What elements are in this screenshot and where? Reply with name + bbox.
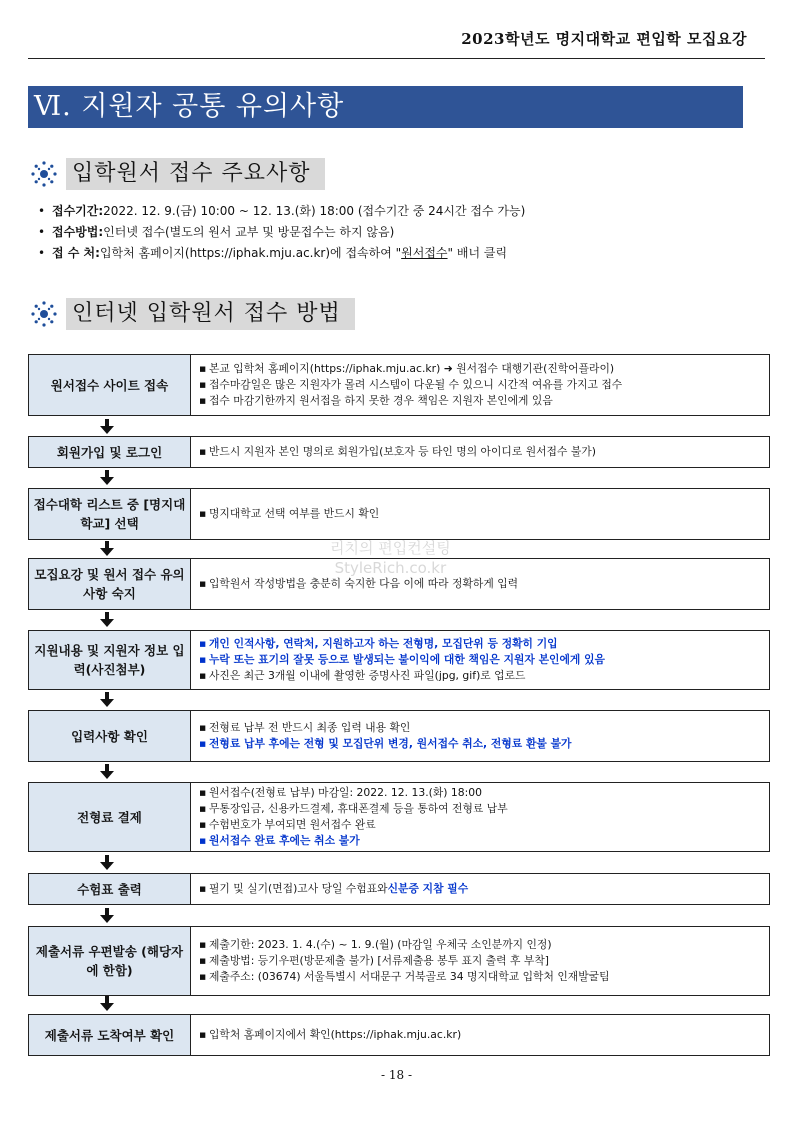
application-summary-list	[38, 201, 525, 264]
list-item: ▪ 수험번호가 부여되면 원서접수 완료	[199, 818, 376, 831]
step-label: 접수대학 리스트 중 [명지대학교] 선택	[29, 489, 191, 539]
list-item: ▪ 입학처 홈페이지에서 확인(https://iphak.mju.ac.kr)	[199, 1028, 462, 1041]
list-item: ▪ 원서접수(전형료 납부) 마감일: 2022. 12. 13.(화) 18:00	[199, 786, 483, 799]
document-header-title: 2023학년도 명지대학교 편입학 모집요강	[461, 30, 747, 48]
list-item: ▪ 개인 인적사항, 연락처, 지원하고자 하는 전형명, 모집단위 등 정확히 기입	[199, 637, 558, 650]
section-heading-2-label: 인터넷 입학원서 접수 방법	[66, 298, 355, 330]
step-label: 모집요강 및 원서 접수 유의사항 숙지	[29, 559, 191, 609]
list-item: • 접수기간: 2022. 12. 9.(금) 10:00 ~ 12. 13.(화) 18:00 (접수기간 중 24시간 접수 가능)	[38, 201, 525, 222]
list-item: ▪ 전형료 납부 전 반드시 최종 입력 내용 확인	[199, 721, 411, 734]
step-site-access	[28, 354, 770, 416]
list-item: ▪ 원서접수 완료 후에는 취소 불가	[199, 834, 360, 847]
arrow-down-icon	[98, 996, 116, 1012]
bullet-label: 접수방법:	[52, 225, 104, 239]
list-item: ▪ 접수 마감기한까지 원서접을 하지 못한 경우 책임은 지원자 본인에게 있음	[199, 394, 553, 407]
section-heading-1	[28, 158, 325, 190]
list-item: ▪ 접수마감일은 많은 지원자가 몰려 시스템이 다운될 수 있으니 시간적 여유를 가지고 접수	[199, 378, 623, 391]
step-verify-arrival	[28, 1014, 770, 1056]
list-item: ▪ 필기 및 실기(면접)고사 당일 수험표와 신분증 지참 필수	[199, 882, 469, 895]
bullet-text: 입학처 홈페이지(https://iphak.mju.ac.kr)에 접속하여 "	[99, 246, 402, 260]
section-heading-1-label: 입학원서 접수 주요사항	[66, 158, 325, 190]
step-signup-login	[28, 436, 770, 468]
step-label: 수험표 출력	[29, 874, 191, 904]
step-print-ticket	[28, 873, 770, 905]
step-label: 제출서류 우편발송 (해당자에 한함)	[29, 927, 191, 995]
list-item: ▪ 제출주소: (03674) 서울특별시 서대문구 거북골로 34 명지대학교 입학처 인재발굴팀	[199, 970, 610, 983]
list-item: ▪ 본교 입학처 홈페이지(https://iphak.mju.ac.kr) ➜ 원서접수 대행기관(진학어플라이)	[199, 362, 615, 375]
step-label: 전형료 결제	[29, 783, 191, 851]
university-emblem-icon	[28, 298, 60, 330]
watermark-line-1: 리치의 편입컨설팅	[330, 539, 451, 557]
arrow-down-icon	[98, 692, 116, 708]
list-item: ▪ 반드시 지원자 본인 명의로 회원가입(보호자 등 타인 명의 아이디로 원서접수 불가)	[199, 445, 596, 458]
list-item: ▪ 입학원서 작성방법을 충분히 숙지한 다음 이에 따라 정확하게 입력	[199, 577, 519, 590]
step-label: 입력사항 확인	[29, 711, 191, 761]
arrow-down-icon	[98, 855, 116, 871]
arrow-down-icon	[98, 764, 116, 780]
bullet-label: 접 수 처:	[52, 246, 100, 260]
arrow-down-icon	[98, 470, 116, 486]
step-payment	[28, 782, 770, 852]
bullet-label: 접수기간:	[52, 204, 104, 218]
id-required-emphasis: 신분증 지참 필수	[387, 882, 469, 895]
step-label: 제출서류 도착여부 확인	[29, 1015, 191, 1055]
arrow-down-icon	[98, 541, 116, 557]
apply-banner-text: 원서접수	[401, 246, 448, 260]
step-select-university	[28, 488, 770, 540]
watermark-line-2: StyleRich.co.kr	[334, 559, 447, 577]
list-item: ▪ 누락 또는 표기의 잘못 등으로 발생되는 불이익에 대한 책임은 지원자 본인에게 있음	[199, 653, 605, 666]
list-item: • 접수방법: 인터넷 접수(별도의 원서 교부 및 방문접수는 하지 않음)	[38, 222, 525, 243]
bullet-text: 2022. 12. 9.(금) 10:00 ~ 12. 13.(화) 18:00 (접수기간 중 24시간 접수 가능)	[103, 204, 526, 218]
header-rule	[28, 58, 765, 59]
arrow-down-icon	[98, 908, 116, 924]
page-number: - 18 -	[380, 1068, 412, 1082]
watermark	[330, 538, 451, 578]
chapter-title: Ⅵ. 지원자 공통 유의사항	[28, 86, 743, 128]
step-label: 지원내용 및 지원자 정보 입력(사진첨부)	[29, 631, 191, 689]
step-label: 원서접수 사이트 접속	[29, 355, 191, 415]
list-item: ▪ 사진은 최근 3개월 이내에 촬영한 증명사진 파일(jpg, gif)로 업로드	[199, 669, 526, 682]
step-mail-documents	[28, 926, 770, 996]
list-item: ▪ 명지대학교 선택 여부를 반드시 확인	[199, 507, 380, 520]
list-item: ▪ 제출기한: 2023. 1. 4.(수) ~ 1. 9.(월) (마감일 우체국 소인분까지 인정)	[199, 938, 552, 951]
university-emblem-icon	[28, 158, 60, 190]
step-enter-info	[28, 630, 770, 690]
section-heading-2	[28, 298, 355, 330]
arrow-down-icon	[98, 419, 116, 435]
step-confirm-input	[28, 710, 770, 762]
step-label: 회원가입 및 로그인	[29, 437, 191, 467]
list-item: ▪ 제출방법: 등기우편(방문제출 불가) [서류제출용 봉투 표지 출력 후 부착]	[199, 954, 549, 967]
list-item: ▪ 무통장입금, 신용카드결제, 휴대폰결제 등을 통하여 전형료 납부	[199, 802, 508, 815]
bullet-text: " 배너 클릭	[447, 246, 508, 260]
list-item: ▪ 전형료 납부 후에는 전형 및 모집단위 변경, 원서접수 취소, 전형료 환불 불가	[199, 737, 572, 750]
list-item: • 접 수 처: 입학처 홈페이지(https://iphak.mju.ac.kr)에 접속하여 " 원서접수 " 배너 클릭	[38, 243, 525, 264]
bullet-text: 인터넷 접수(별도의 원서 교부 및 방문접수는 하지 않음)	[103, 225, 395, 239]
arrow-down-icon	[98, 612, 116, 628]
